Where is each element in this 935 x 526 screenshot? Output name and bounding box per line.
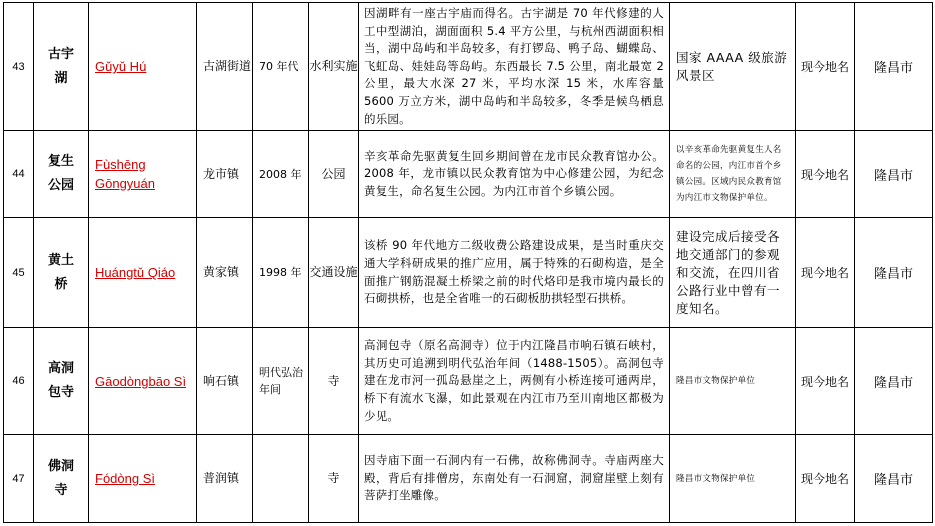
table-row <box>4 435 933 523</box>
table-row <box>4 3 933 131</box>
place-name: 高洞包寺 <box>47 361 74 401</box>
place-description: 因湖畔有一座古宇庙而得名。古宇湖是 70 年代修建的人工中型湖泊，湖面面积 5.4 平方公里，与杭州西湖面积相当，湖中岛屿和半岛较多，有打锣岛、鸭子岛、蝴蝶岛、飞虹岛、娃娃岛等岛屿。东西最长 7.5 公里，南北最宽 2 公里，最大水深 27 米，平均水深 15 米，水库容量 5600 万立方米，湖中岛屿和半岛较多，冬季是候鸟栖息的乐园。 <box>359 3 670 131</box>
row-number: 46 <box>4 328 34 435</box>
table-row <box>4 328 933 435</box>
place-note: 以辛亥革命先驱黄复生人名命名的公园，内江市首个乡镇公园。区域内民众教育馆为内江市文物保护单位。 <box>670 131 796 218</box>
place-pinyin: Gāodòngbāo Sì <box>89 328 197 435</box>
name-status: 现今地名 <box>796 435 855 523</box>
place-era <box>253 435 309 523</box>
place-area: 隆昌市 <box>855 328 933 435</box>
place-location: 普润镇 <box>197 435 253 523</box>
place-type: 公园 <box>309 131 359 218</box>
place-type: 寺 <box>309 328 359 435</box>
place-location: 古湖街道 <box>197 3 253 131</box>
row-number: 44 <box>4 131 34 218</box>
place-era: 1998 年 <box>253 218 309 328</box>
place-type: 寺 <box>309 435 359 523</box>
place-description: 该桥 90 年代地方二级收费公路建设成果，是当时重庆交通大学科研成果的推广应用，属于特殊的石砌构造，是全面推广钢筋混凝土桥梁之前的时代烙印是我市境内最长的石砌拱桥，也是全省唯一的石砌板肋拱轻型石拱桥。 <box>359 218 670 328</box>
place-pinyin: Huángtǔ Qiáo <box>89 218 197 328</box>
place-area: 隆昌市 <box>855 218 933 328</box>
place-area: 隆昌市 <box>855 435 933 523</box>
place-note: 隆昌市文物保护单位 <box>670 328 796 435</box>
place-note: 国家 AAAA 级旅游风景区 <box>670 3 796 131</box>
place-description: 高洞包寺（原名高洞寺）位于内江隆昌市响石镇石峡村，其历史可追溯到明代弘治年间（1488-1505）。高洞包寺建在龙市河一孤岛悬崖之上，两侧有小桥连接可通两岸，桥下有流水飞瀑，如此景观在内江市乃至川南地区都极为少见。 <box>359 328 670 435</box>
name-status: 现今地名 <box>796 3 855 131</box>
place-name: 复生公园 <box>47 154 74 194</box>
table-row <box>4 218 933 328</box>
place-note: 隆昌市文物保护单位 <box>670 435 796 523</box>
place-description: 辛亥革命先驱黄复生回乡期间曾在龙市民众教育馆办公。2008 年，龙市镇以民众教育馆为中心修建公园，为纪念黄复生，命名复生公园。为内江市首个乡镇公园。 <box>359 131 670 218</box>
place-era: 2008 年 <box>253 131 309 218</box>
place-note: 建设完成后接受各地交通部门的参观和交流，在四川省公路行业中曾有一度知名。 <box>670 218 796 328</box>
table-row <box>4 131 933 218</box>
place-type: 水利实施 <box>309 3 359 131</box>
row-number: 45 <box>4 218 34 328</box>
name-status: 现今地名 <box>796 328 855 435</box>
name-status: 现今地名 <box>796 131 855 218</box>
place-description: 因寺庙下面一石洞内有一石佛，故称佛洞寺。寺庙两座大殿，背后有排僧房，东南处有一石洞窟，洞窟崖壁上刻有菩萨打坐雕像。 <box>359 435 670 523</box>
place-name: 黄土桥 <box>47 252 74 292</box>
name-status: 现今地名 <box>796 218 855 328</box>
row-number: 47 <box>4 435 34 523</box>
place-pinyin: Fùshēng Gōngyuán <box>89 131 197 218</box>
place-pinyin: Gǔyǔ Hú <box>89 3 197 131</box>
place-type: 交通设施 <box>309 218 359 328</box>
place-pinyin: Fódòng Sì <box>89 435 197 523</box>
gazetteer-table <box>3 2 933 523</box>
place-area: 隆昌市 <box>855 3 933 131</box>
place-era: 70 年代 <box>253 3 309 131</box>
place-area: 隆昌市 <box>855 131 933 218</box>
row-number: 43 <box>4 3 34 131</box>
place-name: 古宇湖 <box>47 46 74 86</box>
place-location: 龙市镇 <box>197 131 253 218</box>
place-name: 佛洞寺 <box>47 458 74 498</box>
place-location: 黄家镇 <box>197 218 253 328</box>
place-era: 明代弘治年间 <box>253 328 309 435</box>
place-location: 响石镇 <box>197 328 253 435</box>
